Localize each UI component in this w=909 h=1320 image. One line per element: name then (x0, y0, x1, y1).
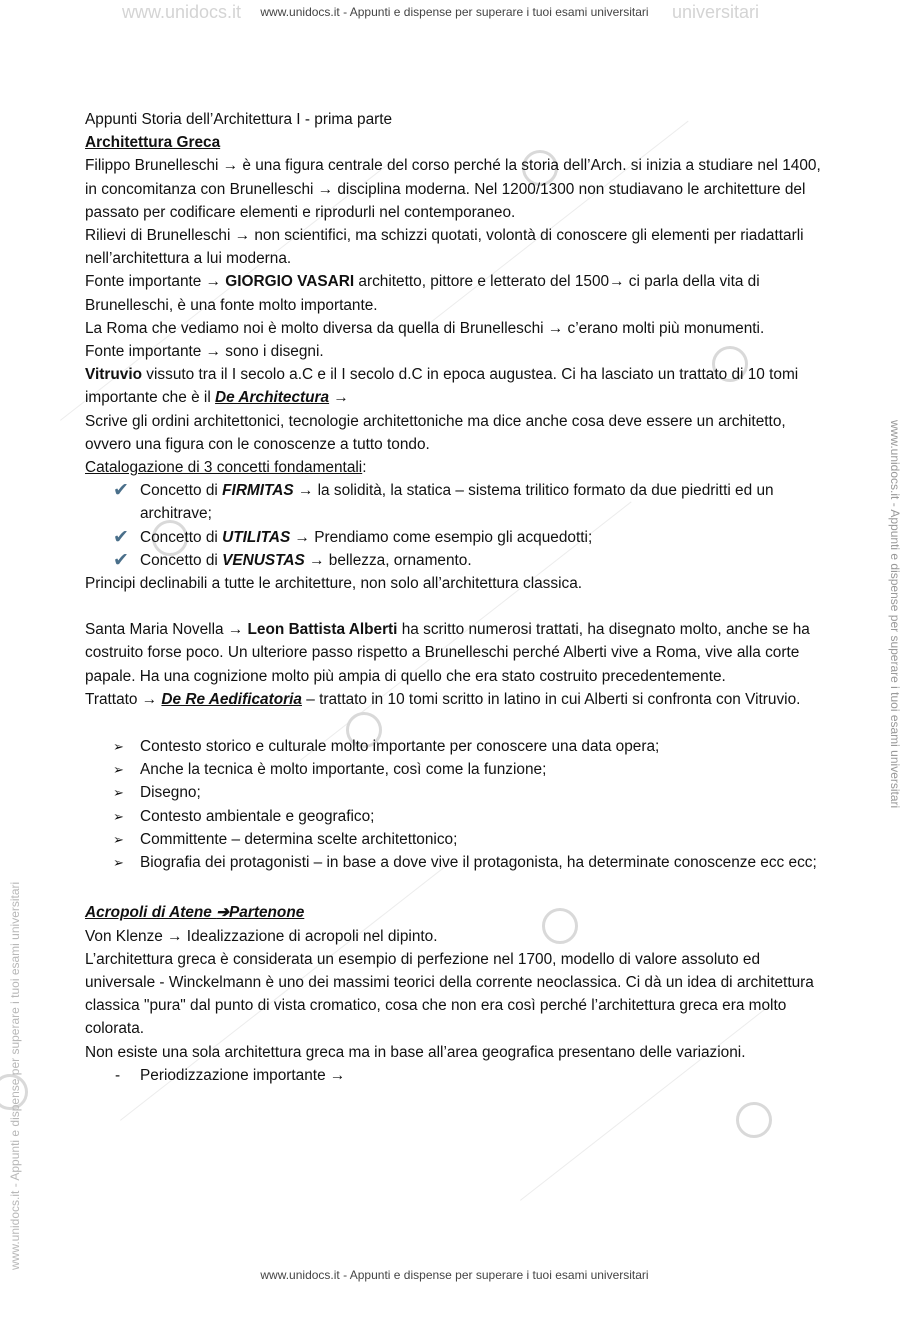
list-item (85, 805, 830, 828)
list-item (85, 735, 830, 758)
name-vasari: GIORGIO VASARI (225, 273, 355, 291)
paragraph-vasari (85, 270, 830, 316)
check-icon: ✔ (113, 549, 129, 571)
text-run: Concetto di (140, 528, 223, 546)
spacer (85, 595, 830, 618)
paragraph-von-klenze: Von Klenze → Idealizzazione di acropoli nel dipinto. (85, 927, 438, 945)
list-item-text: Contesto storico e culturale molto importante per conoscere una data opera; (140, 738, 660, 756)
paragraph-brunelleschi: Filippo Brunelleschi → è una figura centrale del corso perché la storia dell’Arch. si inizia a studiare nel 1400, in concomitanza con Brunelleschi → disciplina moderna. Nel 1200/1300 non studiavano le architetture del passato per codificare elementi e riprodurli nel contemporaneo. (85, 157, 821, 221)
document-body (85, 108, 830, 1087)
paragraph-vitruvio (85, 363, 830, 409)
text-run: vissuto tra il I secolo a.C e il I secolo d.C in epoca augustea. Ci ha lasciato un trattato di 10 tomi importante che è il (85, 366, 799, 407)
list-item (85, 526, 830, 549)
paragraph-roma: La Roma che vediamo noi è molto diversa da quella di Brunelleschi → c’erano molti più monumenti. (85, 319, 765, 337)
arrow-bullet-icon: ➢ (113, 831, 124, 847)
text-run: Fonte importante → (85, 273, 226, 291)
paragraph-winckelmann: L’architettura greca è considerata un esempio di perfezione nel 1700, modello di valore assoluto ed universale - Winckelmann è uno dei massimi teorici della corrente neoclassica. Ci dà un idea di architettura classica "pura" dal punto di vista cromatico, cosa che non era così perché l’architettura greca era molto colorata. (85, 950, 814, 1038)
header-watermark-text: www.unidocs.it - Appunti e dispense per superare i tuoi esami universitari (260, 5, 649, 19)
text-run: → la solidità, la statica – sistema trilitico formato da due piedritti ed un architrave; (140, 482, 774, 523)
heading-text: Architettura Greca (85, 134, 221, 152)
footer-watermark (0, 1268, 909, 1282)
list-item (85, 1064, 830, 1087)
document-title: Appunti Storia dell’Architettura I - prima parte (85, 111, 393, 128)
arrow-bullet-icon: ➢ (113, 808, 124, 824)
paragraph-variazioni: Non esiste una sola architettura greca ma in base all’area geografica presentano delle variazioni. (85, 1043, 746, 1061)
dash-list (85, 1064, 830, 1087)
list-item-text: Committente – determina scelte architettonico; (140, 830, 458, 848)
watermark-stamp-icon (736, 1102, 772, 1138)
ghost-site-right: universitari (672, 2, 760, 22)
text-run: → Prendiamo come esempio gli acquedotti; (290, 528, 593, 546)
arrow-bullet-icon: ➢ (113, 739, 124, 755)
paragraph-ordini: Scrive gli ordini architettonici, tecnologie architettoniche ma dice anche cosa deve essere un architetto, ovvero una figura con le conoscenze a tutto tondo. (85, 412, 786, 453)
list-item (85, 758, 830, 781)
concepts-list (85, 479, 830, 572)
section-heading-architettura-greca (85, 131, 830, 154)
dash-bullet: - (115, 1066, 121, 1084)
check-icon: ✔ (113, 526, 129, 548)
concept-term: UTILITAS (222, 528, 291, 546)
spacer (85, 874, 830, 897)
list-item-text: Periodizzazione importante → (140, 1066, 346, 1084)
spacer (85, 711, 830, 734)
text-run: – trattato in 10 tomi scritto in latino in cui Alberti si confronta con Vitruvio. (301, 690, 801, 708)
paragraph-trattato (85, 688, 830, 711)
name-vitruvio: Vitruvio (85, 366, 143, 384)
paragraph-principi: Principi declinabili a tutte le architetture, non solo all’architettura classica. (85, 575, 583, 593)
text-run: : (362, 459, 367, 477)
list-item (85, 851, 830, 874)
heading-text: ➔Partenone (216, 904, 305, 922)
paragraph-disegni: Fonte importante → sono i disegni. (85, 343, 324, 361)
text-run: → (329, 389, 349, 407)
concept-term: FIRMITAS (222, 482, 294, 500)
list-item (85, 781, 830, 804)
text-run: Santa Maria Novella → (85, 621, 248, 639)
paragraph-rilievi: Rilievi di Brunelleschi → non scientifici, ma schizzi quotati, volontà di conoscere gli elementi per riadattarli nell’architettura a lui moderna. (85, 227, 804, 268)
text-run: Concetto di (140, 551, 223, 569)
footer-watermark-text: www.unidocs.it - Appunti e dispense per superare i tuoi esami universitari (260, 1268, 649, 1282)
ghost-site-left: www.unidocs.it (122, 2, 242, 22)
list-item-text: Contesto ambientale e geografico; (140, 807, 375, 825)
catalog-heading: Catalogazione di 3 concetti fondamentali (85, 459, 363, 477)
left-side-watermark: www.unidocs.it - Appunti e dispense per superare i tuoi esami universitari (8, 881, 22, 1270)
list-item (85, 479, 830, 525)
title-de-architectura: De Architectura (215, 389, 330, 407)
text-run: Concetto di (140, 482, 223, 500)
list-item (85, 828, 830, 851)
concept-term: VENUSTAS (222, 551, 305, 569)
name-alberti: Leon Battista Alberti (247, 621, 398, 639)
list-item-text: Disegno; (140, 784, 201, 802)
arrow-bullet-icon: ➢ (113, 855, 124, 871)
list-item-text: Biografia dei protagonisti – in base a dove vive il protagonista, ha determinate conoscenze ecc ecc; (140, 854, 817, 872)
text-run: Trattato → (85, 690, 162, 708)
section-heading-acropoli (85, 901, 830, 924)
check-icon: ✔ (113, 480, 129, 502)
paragraph-catalogazione (85, 456, 830, 479)
list-item (85, 549, 830, 572)
text-run: ha scritto numerosi trattati, ha disegnato molto, anche se ha costruito forse poco. Un ulteriore passo rispetto a Brunelleschi perché Alberti vive a Roma, vive alla corte papale. Ha una cognizione molto più ampia di quello che era stato costruito precedentemente. (85, 621, 810, 685)
text-run: → bellezza, ornamento. (304, 551, 472, 569)
arrow-bullet-icon: ➢ (113, 785, 124, 801)
text-run: architetto, pittore e letterato del 1500→ ci parla della vita di Brunelleschi, è una fonte molto importante. (85, 273, 760, 314)
points-list (85, 735, 830, 874)
title-de-re-aedificatoria: De Re Aedificatoria (161, 690, 302, 708)
list-item-text: Anche la tecnica è molto importante, così come la funzione; (140, 761, 547, 779)
right-side-watermark: www.unidocs.it - Appunti e dispense per superare i tuoi esami universitari (888, 420, 902, 809)
heading-text: Acropoli di Atene (85, 904, 217, 922)
arrow-bullet-icon: ➢ (113, 762, 124, 778)
paragraph-alberti (85, 618, 830, 688)
header-watermark (0, 2, 909, 22)
